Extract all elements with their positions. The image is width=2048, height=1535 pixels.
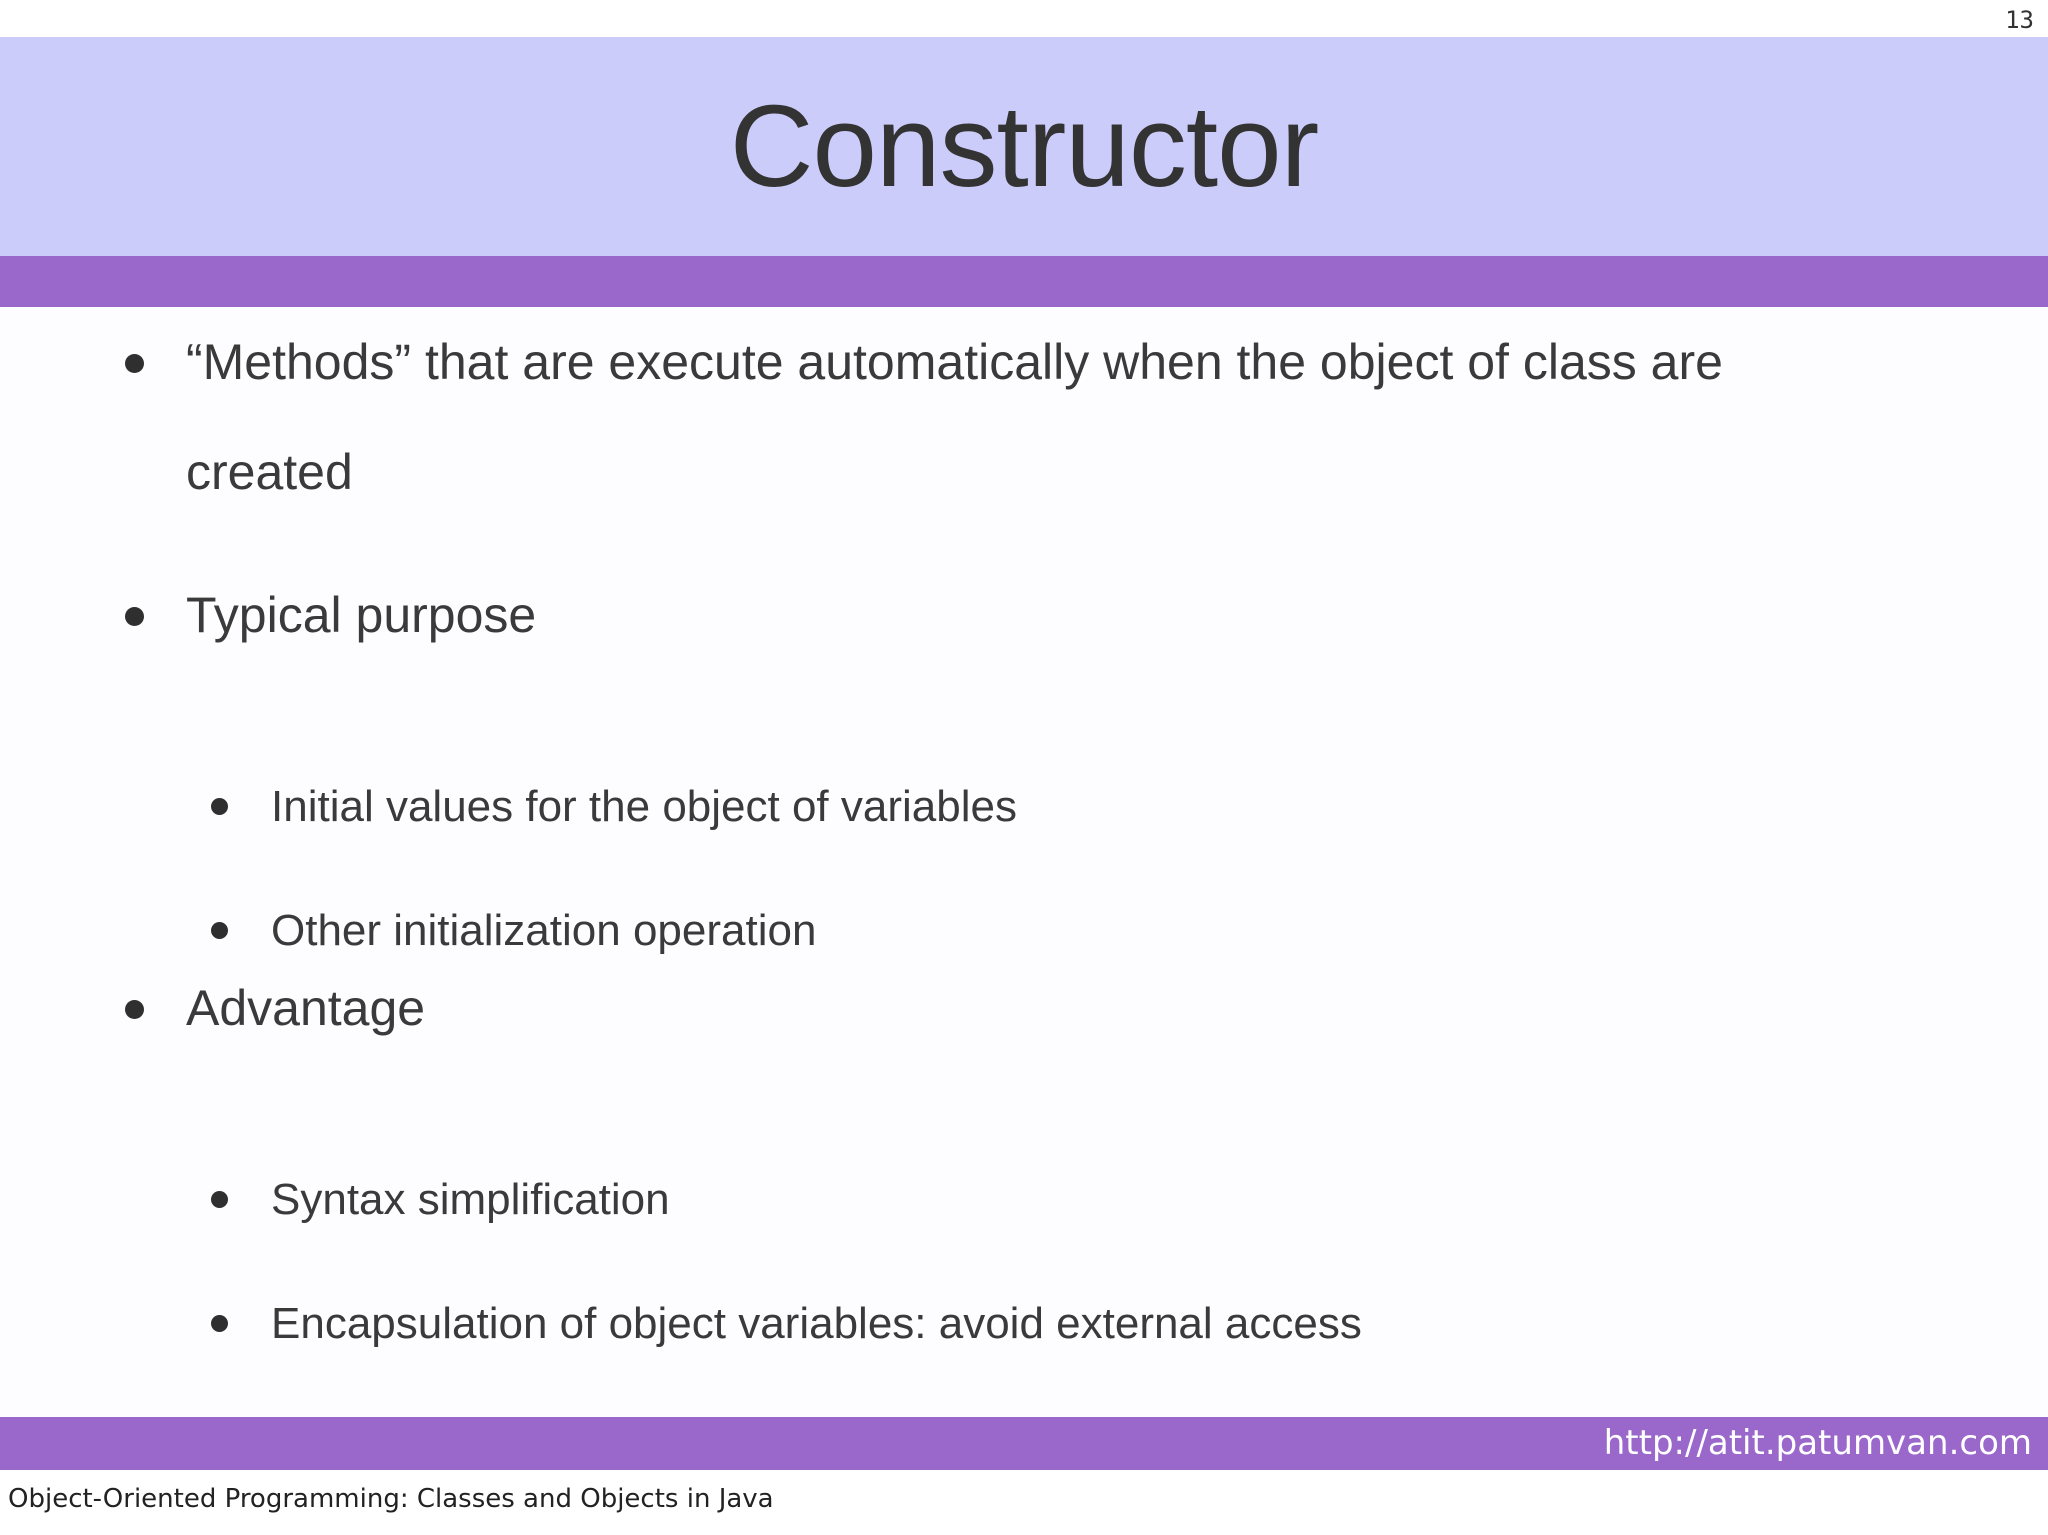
subbullet-syntax	[271, 1170, 1871, 1230]
subbullet-dot	[211, 1191, 228, 1208]
bullet-dot	[125, 354, 144, 373]
subbullet-syntax-text: Syntax simplification	[271, 1175, 670, 1224]
bullet-methods	[186, 307, 1886, 527]
title-band	[0, 37, 2048, 256]
subbullet-encapsulation-text: Encapsulation of object variables: avoid external access	[271, 1299, 1362, 1348]
subbullet-other-init	[271, 901, 1871, 961]
page-number: 13	[2005, 6, 2034, 34]
subbullet-initial-values	[271, 777, 1871, 837]
footer-url-link[interactable]: http://atit.patumvan.com	[1603, 1423, 2032, 1463]
subbullet-dot	[211, 1315, 228, 1332]
bullet-methods-line2: created	[186, 444, 353, 500]
bullet-typical-purpose	[186, 560, 1886, 670]
bullet-typical-purpose-text: Typical purpose	[186, 587, 537, 643]
subbullet-encapsulation	[271, 1294, 1871, 1354]
bullet-dot	[125, 1000, 144, 1019]
bullet-dot	[125, 607, 144, 626]
bullet-advantage-text: Advantage	[186, 980, 426, 1036]
subbullet-initial-values-text: Initial values for the object of variables	[271, 782, 1017, 831]
title-rule	[0, 256, 2048, 307]
footer-course-title: Object-Oriented Programming: Classes and Objects in Java	[8, 1484, 774, 1514]
subbullet-dot	[211, 922, 228, 939]
footer-band	[0, 1417, 2048, 1470]
subbullet-other-init-text: Other initialization operation	[271, 906, 817, 955]
bullet-advantage	[186, 953, 1886, 1063]
subbullet-dot	[211, 798, 228, 815]
bullet-methods-line1: “Methods” that are execute automatically when the object of class are	[186, 334, 1723, 390]
content-area	[0, 307, 2048, 1417]
slide-title: Constructor	[729, 81, 1319, 211]
